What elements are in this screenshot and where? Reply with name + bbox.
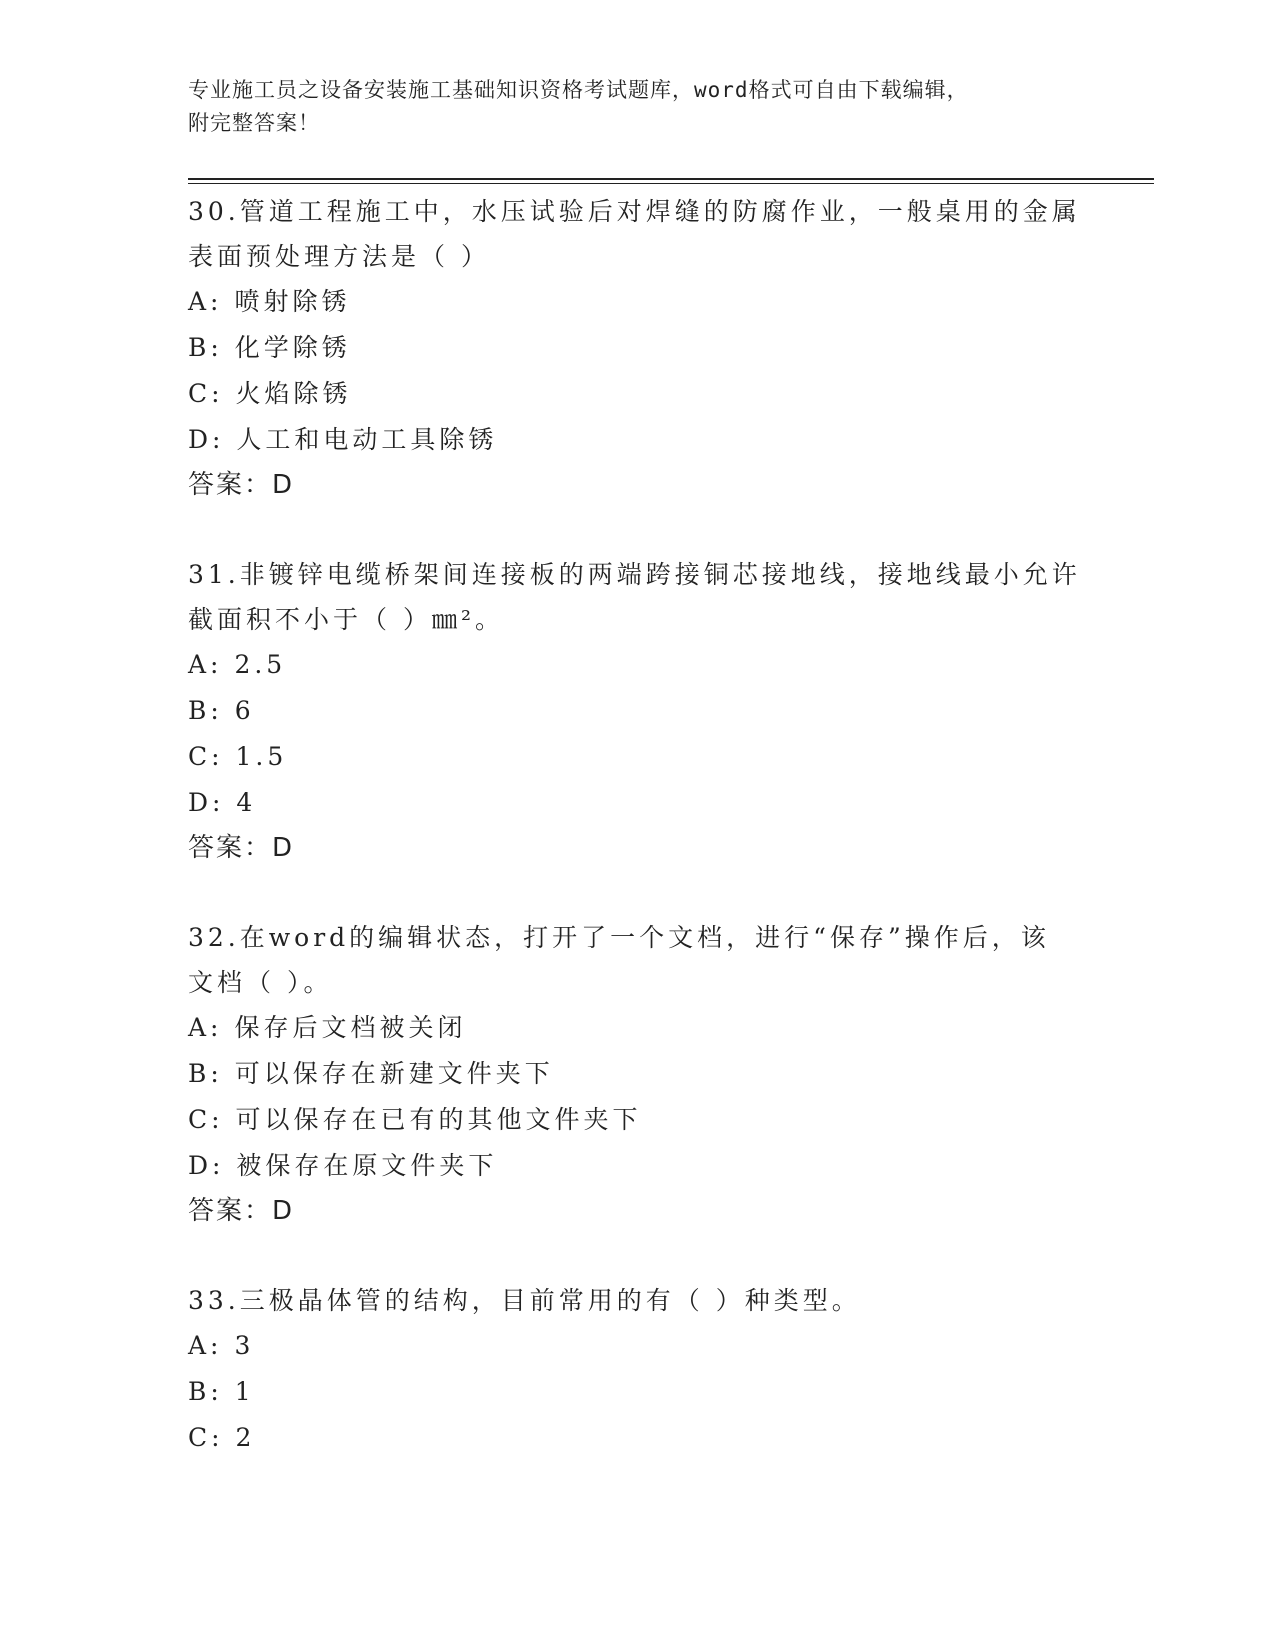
option-letter: A: xyxy=(188,287,223,316)
option-letter: A: xyxy=(188,1013,223,1042)
answer-line: 答案：D xyxy=(188,1196,295,1226)
option-letter: B: xyxy=(188,333,223,362)
option-letter: B: xyxy=(188,1377,223,1406)
option-text: 6 xyxy=(234,696,255,725)
option-c xyxy=(188,1415,1088,1461)
question-stem-line: 截面积不小于（ ）㎜²。 xyxy=(188,605,504,634)
header-line-1: 专业施工员之设备安装施工基础知识资格考试题库，word格式可自由下载编辑， xyxy=(188,78,969,102)
header-line-2: 附完整答案！ xyxy=(188,111,320,135)
option-text: 2 xyxy=(235,1423,256,1452)
option-a xyxy=(188,1005,1088,1051)
option-letter: C: xyxy=(188,1423,224,1452)
option-letter: D: xyxy=(188,788,225,817)
question-stem-line: 文档（ ）。 xyxy=(188,968,333,997)
option-letter: A: xyxy=(188,650,223,679)
option-a xyxy=(188,1323,1088,1369)
question-33 xyxy=(188,1278,1088,1461)
option-d xyxy=(188,780,1088,826)
question-stem-line: 表面预处理方法是（ ） xyxy=(188,242,490,271)
option-text: 可以保存在已有的其他文件夹下 xyxy=(235,1105,642,1134)
option-text: 火焰除锈 xyxy=(235,379,352,408)
question-31 xyxy=(188,552,1088,871)
option-text: 喷射除锈 xyxy=(234,287,351,316)
option-d xyxy=(188,1143,1088,1189)
answer-line: 答案：D xyxy=(188,470,295,500)
question-stem xyxy=(188,552,1088,642)
option-letter: C: xyxy=(188,742,224,771)
option-b xyxy=(188,688,1088,734)
option-a xyxy=(188,642,1088,688)
option-letter: D: xyxy=(188,1151,225,1180)
option-text: 化学除锈 xyxy=(234,333,351,362)
question-32 xyxy=(188,915,1088,1234)
option-c xyxy=(188,734,1088,780)
document-header xyxy=(188,74,1088,140)
question-stem-line: 30.管道工程施工中，水压试验后对焊缝的防腐作业，一般桌用的金属 xyxy=(188,197,1081,226)
question-stem-line: 33.三极晶体管的结构，目前常用的有（ ）种类型。 xyxy=(188,1286,861,1315)
header-divider-thin xyxy=(188,183,1154,184)
option-b xyxy=(188,1051,1088,1097)
answer-line: 答案：D xyxy=(188,833,295,863)
option-text: 1.5 xyxy=(235,742,288,771)
option-c xyxy=(188,371,1088,417)
question-list xyxy=(188,189,1088,1505)
question-30 xyxy=(188,189,1088,508)
question-stem-line: 32.在word的编辑状态，打开了一个文档，进行“保存”操作后，该 xyxy=(188,923,1050,952)
option-c xyxy=(188,1097,1088,1143)
option-letter: B: xyxy=(188,696,223,725)
option-d xyxy=(188,417,1088,463)
option-letter: C: xyxy=(188,379,224,408)
option-text: 2.5 xyxy=(234,650,287,679)
option-b xyxy=(188,325,1088,371)
option-text: 4 xyxy=(236,788,257,817)
option-letter: D: xyxy=(188,425,225,454)
option-a xyxy=(188,279,1088,325)
header-divider-thick xyxy=(188,178,1154,180)
option-letter: B: xyxy=(188,1059,223,1088)
question-stem xyxy=(188,1278,1088,1323)
option-text: 1 xyxy=(234,1377,255,1406)
option-text: 可以保存在新建文件夹下 xyxy=(234,1059,554,1088)
option-letter: C: xyxy=(188,1105,224,1134)
option-text: 3 xyxy=(234,1331,255,1360)
option-text: 被保存在原文件夹下 xyxy=(236,1151,498,1180)
option-b xyxy=(188,1369,1088,1415)
question-stem xyxy=(188,915,1088,1005)
question-stem xyxy=(188,189,1088,279)
question-stem-line: 31.非镀锌电缆桥架间连接板的两端跨接铜芯接地线，接地线最小允许 xyxy=(188,560,1081,589)
option-letter: A: xyxy=(188,1331,223,1360)
option-text: 人工和电动工具除锈 xyxy=(236,425,498,454)
option-text: 保存后文档被关闭 xyxy=(234,1013,467,1042)
